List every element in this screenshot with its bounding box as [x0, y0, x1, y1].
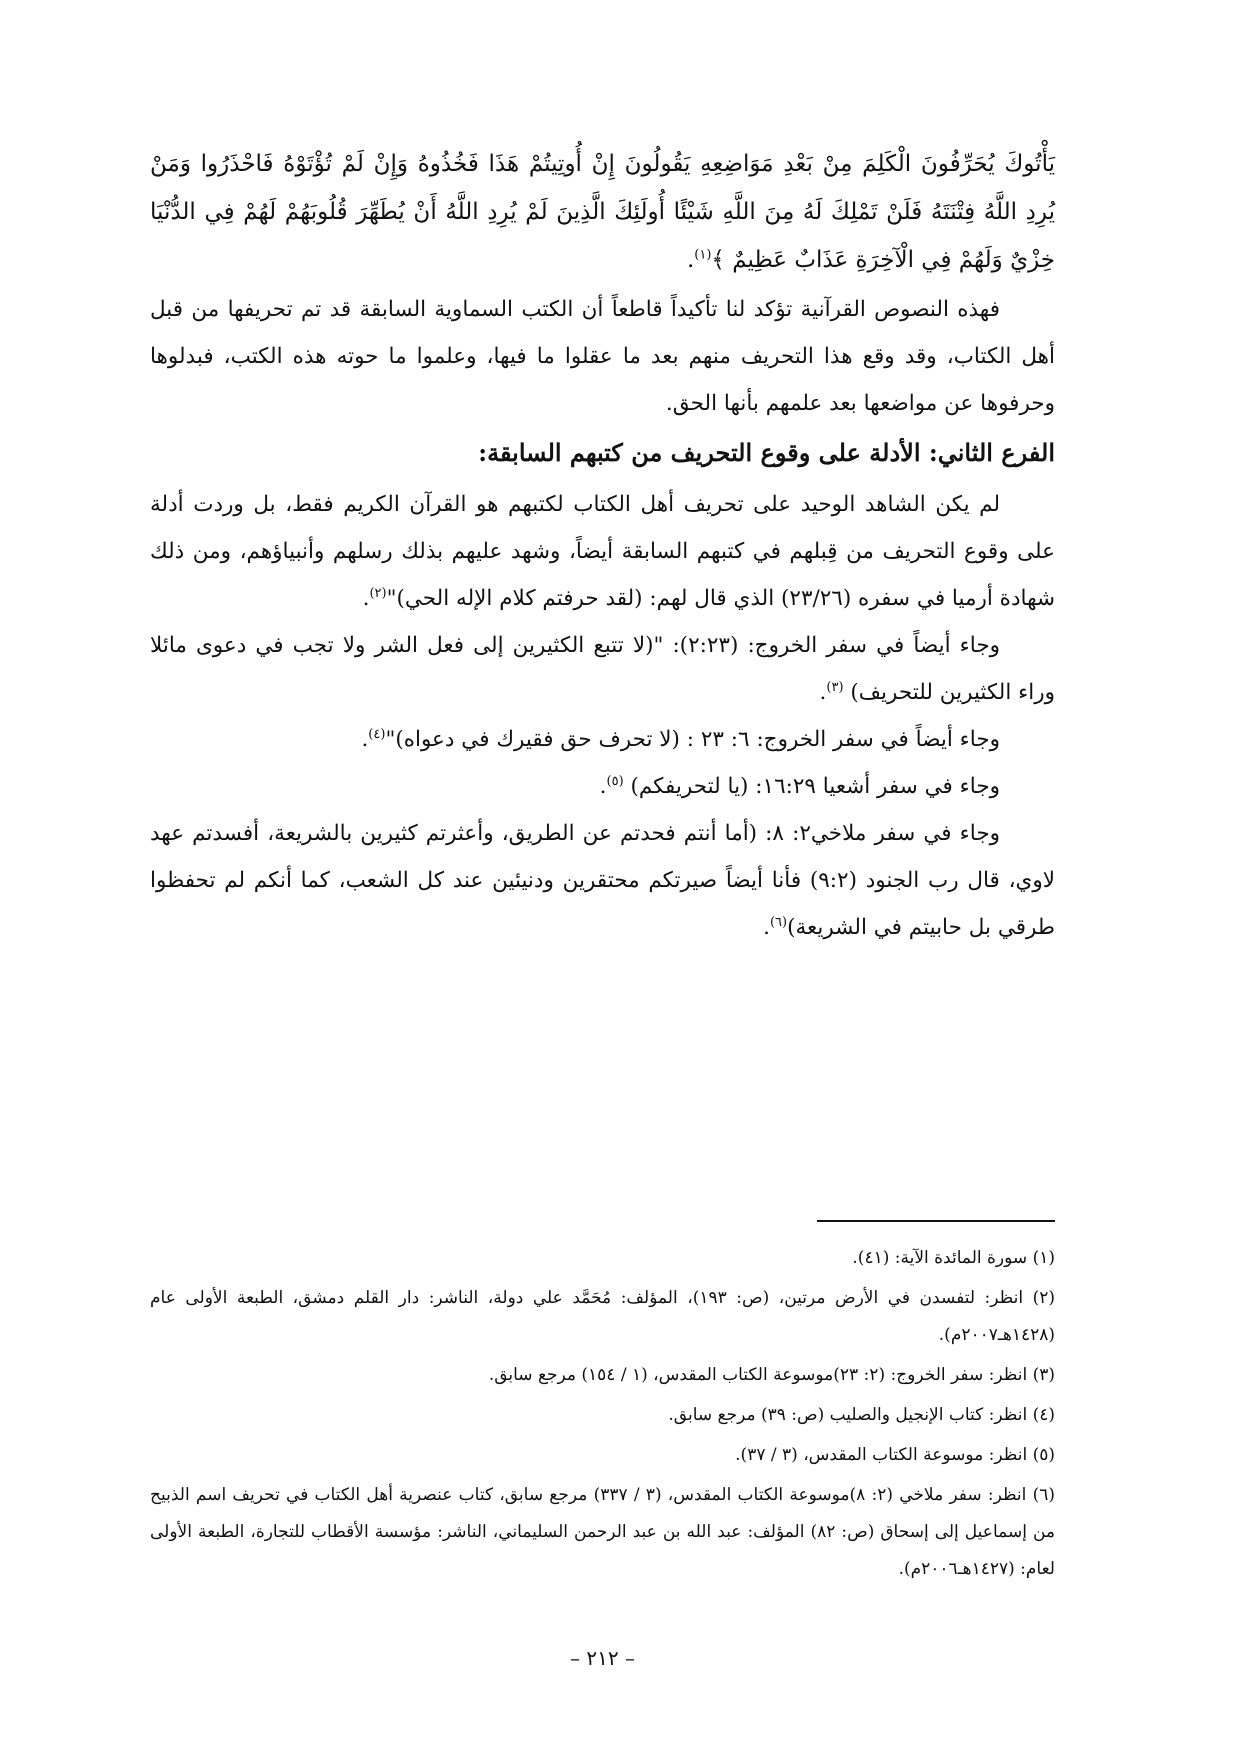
paragraph-2-text: لم يكن الشاهد الوحيد على تحريف أهل الكتاب لكتبهم هو القرآن الكريم فقط، بل وردت أدلة على وقوع التحريف من قِبلهم في كتبهم السابقة أيضاً، وشهد عليهم بذلك رسلهم وأنبياؤهم، ومن ذلك شهادة أرميا في سفره (٢٣/٢٦) الذي قال لهم: (لقد حرفتم كلام الإله الحي)" — [150, 492, 1055, 611]
paragraph-3 — [150, 622, 1055, 716]
paragraph-2-end: . — [362, 586, 370, 611]
footnote-ref-1[interactable]: (١) — [694, 247, 712, 263]
section-heading — [150, 429, 1055, 477]
footnote-2: (٢) انظر: لتفسدن في الأرض مرتين، (ص: ١٩٣)، المؤلف: مُحَمَّد علي دولة، الناشر: دار القلم دمشق، الطبعة الأولى عام (١٤٢٨هـ٢٠٠٧م). — [150, 1288, 1055, 1345]
section-heading-title: الأدلة على وقوع التحريف من كتبهم السابقة: — [478, 438, 921, 467]
paragraph-5 — [150, 763, 1055, 810]
paragraph-4-end: . — [361, 727, 369, 752]
quran-verse — [150, 140, 1055, 284]
footnote-4: (٤) انظر: كتاب الإنجيل والصليب (ص: ٣٩) مرجع سابق. — [668, 1405, 1055, 1425]
footnote-5: (٥) انظر: موسوعة الكتاب المقدس، (٣ / ٣٧). — [735, 1445, 1055, 1465]
quran-line-1: يَأْتُوكَ يُحَرِّفُونَ الْكَلِمَ مِنْ بَعْدِ مَوَاضِعِهِ يَقُولُونَ إِنْ أُوتِيتُمْ هَذَا فَخُذُوهُ وَإِنْ لَمْ تُؤْتَوْهُ — [283, 151, 1055, 177]
paragraph-5-end: . — [599, 774, 607, 799]
quran-end: . — [686, 247, 695, 273]
footnote-ref-2[interactable]: (٢) — [369, 585, 387, 601]
paragraph-6-end: . — [763, 915, 770, 940]
footnote-ref-5[interactable]: (٥) — [606, 773, 624, 789]
footnote-ref-4[interactable]: (٤) — [368, 726, 386, 742]
footnote-1: (١) سورة المائدة الآية: (٤١). — [852, 1248, 1055, 1268]
paragraph-3-end: . — [819, 680, 827, 705]
quran-line-2: فَاحْذَرُوا وَمَنْ يُرِدِ اللَّهُ فِتْنَتَهُ فَلَنْ تَمْلِكَ لَهُ مِنَ اللَّهِ شَيْئًا أُولَئِكَ الَّذِينَ لَمْ يُرِدِ اللَّهُ أَنْ يُطَهِّرَ — [150, 151, 1055, 225]
paragraph-4 — [150, 716, 1055, 763]
paragraph-1: فهذه النصوص القرآنية تؤكد لنا تأكيداً قاطعاً أن الكتب السماوية السابقة قد تم تحريفها من قبل أهل الكتاب، وقد وقع هذا التحريف منهم بعد ما عقلوا ما فيها، وعلموا ما حوته هذه الكتب، فبدلوها وحرفوها عن مواضعها بعد علمهم بأنها الحق. — [150, 297, 1055, 416]
paragraph-5-text: وجاء في سفر أشعيا ١٦:٢٩: (يا لتحريفكم) — [623, 774, 1000, 799]
footnote-6: (٦) انظر: سفر ملاخي (٢: ٨)موسوعة الكتاب المقدس، (٣ / ٣٣٧) مرجع سابق، كتاب عنصرية أهل الكتاب في تحريف اسم الذبيح من إسماعيل إلى إسحاق (ص: ٨٢) المؤلف: عبد الله بن عبد الرحمن السليماني، الناشر: مؤسسة الأقطاب للتجارة، الطبعة الأولى لعام: (١٤٢٧هـ٢٠٠٦م). — [150, 1485, 1055, 1579]
footnote-separator — [817, 1220, 1055, 1222]
footnote-ref-6[interactable]: (٦) — [769, 914, 788, 930]
footnote-3: (٣) انظر: سفر الخروج: (٢: ٢٣)موسوعة الكتاب المقدس، (١ / ١٥٤) مرجع سابق. — [488, 1365, 1055, 1385]
footnote-ref-3[interactable]: (٣) — [826, 679, 844, 695]
section-heading-colon: : — [920, 438, 938, 467]
paragraph-4-text: وجاء أيضاً في سفر الخروج: ٦: ٢٣ : (لا تحرف حق فقيرك في دعواه)" — [385, 727, 1000, 752]
page-number: – ٢١٢ – — [570, 1646, 635, 1670]
paragraph-3-text: وجاء أيضاً في سفر الخروج: (٢:٢٣): "(لا تتبع الكثيرين إلى فعل الشر ولا تجب في دعوى مائلا وراء الكثيرين للتحريف) — [150, 633, 1055, 705]
paragraph-6 — [150, 810, 1055, 951]
paragraph-2 — [150, 481, 1055, 622]
footnotes — [150, 1240, 1055, 1591]
document-page — [150, 140, 1055, 1670]
section-heading-prefix: الفرع الثاني — [937, 438, 1055, 467]
paragraph-6-text: وجاء في سفر ملاخي٢: ٨: (أما أنتم فحدتم عن الطريق، وأعثرتم كثيرين بالشريعة، أفسدتم عهد لاوي، قال رب الجنود (٩:٢) فأنا أيضاً صيرتكم محتقرين ودنيئين عند كل الشعب، كما أنكم لم تحفظوا طرقي بل حابيتم في الشريعة) — [150, 821, 1055, 940]
quran-line-3: قُلُوبَهُمْ لَهُمْ فِي الدُّنْيَا خِزْيٌ وَلَهُمْ فِي الْآخِرَةِ عَذَابٌ عَظِيمٌ ﴾ — [150, 199, 1055, 273]
